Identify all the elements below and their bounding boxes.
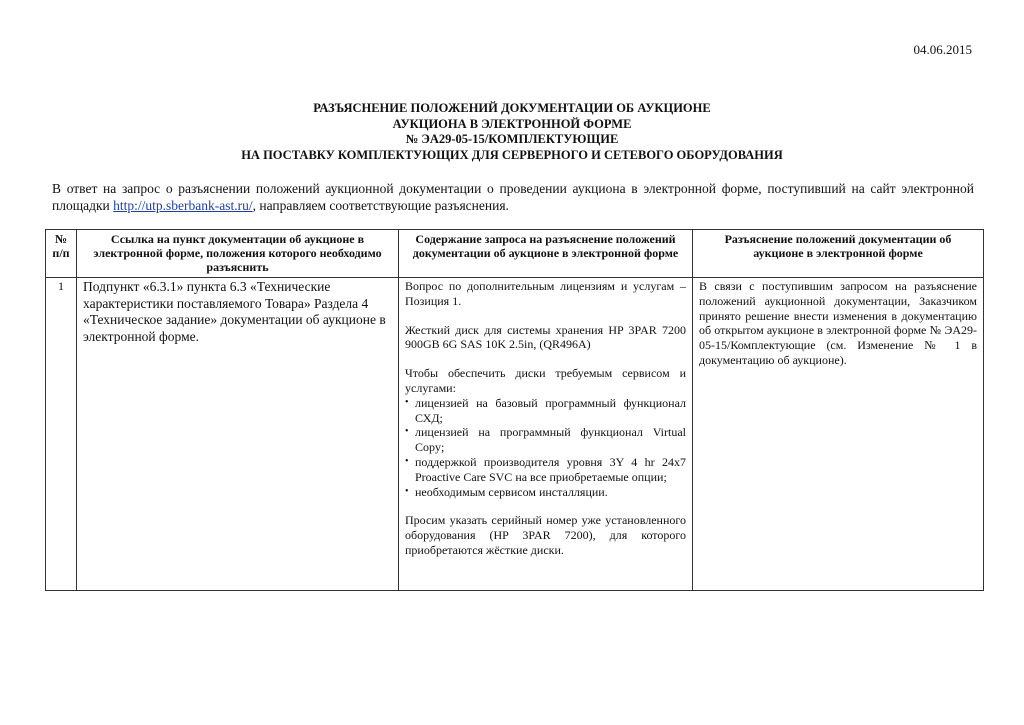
table-row xyxy=(46,278,984,591)
document-heading xyxy=(0,101,1024,163)
intro-text-after-link: , направляем соответствующие разъяснения. xyxy=(252,198,509,213)
clarification-table xyxy=(45,229,984,591)
row-clarification: В связи с поступившим запросом на разъяснение положений аукционной документации, Заказчиком принято решение внести изменения в документацию об открытом аукционе в электронной форме № ЭА29-05-15/Комплектующие (см. Изменение № 1 в документацию об аукционе). xyxy=(693,278,984,591)
bullet-text: необходимым сервисом инсталляции. xyxy=(415,484,608,499)
list-item xyxy=(405,455,686,485)
heading-line-2: АУКЦИОНА В ЭЛЕКТРОННОЙ ФОРМЕ xyxy=(392,116,632,131)
heading-line-1: РАЗЪЯСНЕНИЕ ПОЛОЖЕНИЙ ДОКУМЕНТАЦИИ ОБ АУКЦИОНЕ xyxy=(313,101,711,115)
request-paragraph-3: Чтобы обеспечить диски требуемым сервисом и услугами: xyxy=(405,366,686,395)
header-number: № п/п xyxy=(46,230,77,278)
bullet-icon: • xyxy=(405,396,409,408)
row-number: 1 xyxy=(46,278,77,591)
intro-paragraph xyxy=(52,180,974,214)
document-date: 04.06.2015 xyxy=(913,42,972,57)
list-item xyxy=(405,396,686,426)
list-item xyxy=(405,485,686,500)
heading-line-4: НА ПОСТАВКУ КОМПЛЕКТУЮЩИХ ДЛЯ СЕРВЕРНОГО И СЕТЕВОГО ОБОРУДОВАНИЯ xyxy=(241,147,783,162)
list-item xyxy=(405,425,686,455)
table-header-row xyxy=(46,230,984,278)
bullet-icon: • xyxy=(405,485,409,497)
sberbank-ast-link[interactable]: http://utp.sberbank-ast.ru/ xyxy=(113,198,253,213)
request-bullet-list xyxy=(405,396,686,500)
request-paragraph-4: Просим указать серийный номер уже установленного оборудования (HP 3PAR 7200), для которого приобретаются жёсткие диски. xyxy=(405,513,686,557)
header-reference: Ссылка на пункт документации об аукционе в электронной форме, положения которого необходимо разъяснить xyxy=(77,230,399,278)
bullet-icon: • xyxy=(405,455,409,467)
intro-text-before-link: В ответ на запрос о разъяснении положений аукционной документации о проведении аукциона в электронной форме, поступивший на сайт электронной площадки xyxy=(52,181,974,213)
header-clarification: Разъяснение положений документации об аукционе в электронной форме xyxy=(693,230,984,278)
row-reference: Подпункт «6.3.1» пункта 6.3 «Технические характеристики поставляемого Товара» Раздела 4 «Техническое задание» документации об аукционе в электронной форме. xyxy=(77,278,399,591)
bullet-icon: • xyxy=(405,426,409,438)
request-paragraph-1: Вопрос по дополнительным лицензиям и услугам – Позиция 1. xyxy=(405,279,686,308)
bullet-text: лицензией на программный функционал Virtual Copy; xyxy=(415,425,686,455)
heading-line-3: № ЭА29-05-15/КОМПЛЕКТУЮЩИЕ xyxy=(405,132,619,146)
request-paragraph-2: Жесткий диск для системы хранения HP 3PAR 7200 900GB 6G SAS 10K 2.5in, (QR496A) xyxy=(405,322,686,352)
row-request xyxy=(399,278,693,591)
header-request: Содержание запроса на разъяснение положений документации об аукционе в электронной форме xyxy=(399,230,693,278)
bullet-text: поддержкой производителя уровня 3Y 4 hr 24x7 Proactive Care SVC на все приобретаемые опции; xyxy=(415,454,686,484)
bullet-text: лицензией на базовый программный функционал СХД; xyxy=(415,395,686,425)
